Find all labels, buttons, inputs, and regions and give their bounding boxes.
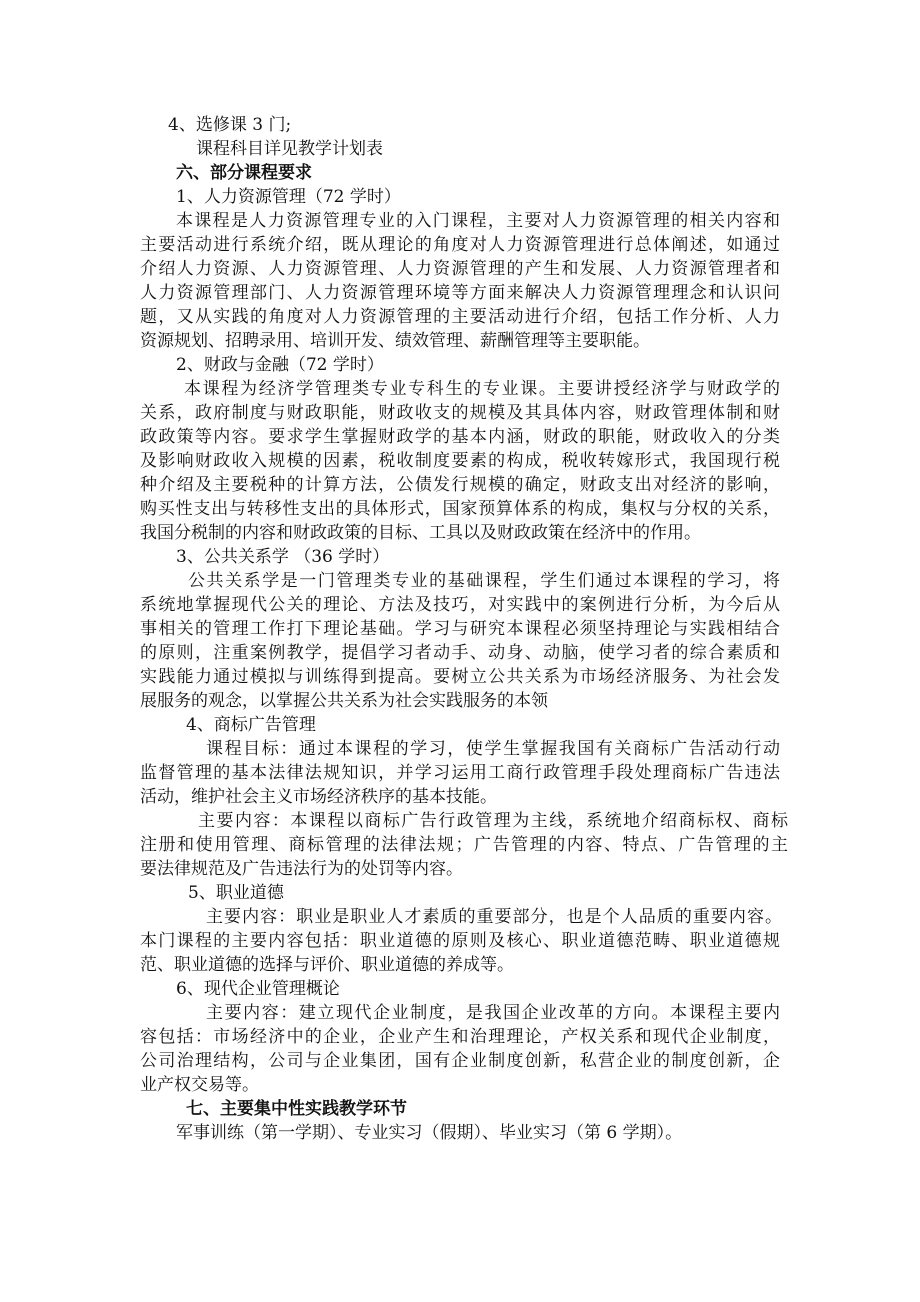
course-2-line: 关系，政府制度与财政职能，财政收支的规模及其具体内容，财政管理体制和财 [140,403,780,423]
course-2-line: 种介绍及主要税种的计算方法，公债发行规模的确定，财政支出对经济的影响， [140,475,780,495]
course-2-line: 我国分税制的内容和财政政策的目标、工具以及财政政策在经济中的作用。 [140,523,701,543]
course-5-line: 本门课程的主要内容包括：职业道德的原则及核心、职业道德范畴、职业道德规 [140,931,780,951]
course-3-line: 实践能力通过模拟与训练得到提高。要树立公共关系为市场经济服务、为社会发 [140,667,780,687]
course-6-line: 容包括：市场经济中的企业，企业产生和治理理论，产权关系和现代企业制度， [140,1027,780,1047]
course-6-line: 公司治理结构，公司与企业集团，国有企业制度创新，私营企业的制度创新，企 [140,1051,780,1071]
course-3-line: 公共关系学是一门管理类专业的基础课程，学生们通过本课程的学习，将 [188,571,780,591]
practice-list: 军事训练（第一学期）、专业实习（假期）、毕业实习（第 6 学期）。 [176,1123,683,1143]
course-2-line: 及影响财政收入规模的因素，税收制度要素的构成，税收转嫁形式，我国现行税 [140,451,780,471]
course-4-goal-line: 课程目标：通过本课程的学习，使学生掌握我国有关商标广告活动行动 [206,739,780,759]
course-3-line: 的原则，注重案例教学，提倡学习者动手、动身、动脑，使学习者的综合素质和 [140,643,780,663]
elective-item: 4、选修课 3 门; [168,115,292,135]
course-4-content-line: 主要内容：本课程以商标广告行政管理为主线，系统地介绍商标权、商标 [198,811,788,831]
course-3-line: 展服务的观念，以掌握公共关系为社会实践服务的本领 [140,691,548,711]
course-3-line: 系统地掌握现代公关的理论、方法及技巧，对实践中的案例进行分析，为今后从 [140,595,780,615]
course-6-line: 主要内容：建立现代企业制度，是我国企业改革的方向。本课程主要内 [206,1003,780,1023]
course-6-title: 6、现代企业管理概论 [176,979,340,999]
course-1-line: 主要活动进行系统介绍，既从理论的角度对人力资源管理进行总体阐述，如通过 [140,235,780,255]
course-3-title: 3、公共关系学 （36 学时） [176,547,390,567]
course-1-title: 1、人力资源管理（72 学时） [176,187,401,207]
course-1-line: 题，又从实践的角度对人力资源管理的主要活动进行介绍，包括工作分析、人力 [140,307,780,327]
course-1-line: 人力资源管理部门、人力资源管理环境等方面来解决人力资源管理理念和认识问 [140,283,780,303]
course-1-line: 介绍人力资源、人力资源管理、人力资源管理的产生和发展、人力资源管理者和 [140,259,780,279]
course-5-title: 5、职业道德 [188,883,284,903]
course-1-line: 本课程是人力资源管理专业的入门课程，主要对人力资源管理的相关内容和 [176,211,780,231]
course-2-line: 政政策等内容。要求学生掌握财政学的基本内涵，财政的职能，财政收入的分类 [140,427,780,447]
course-1-line: 资源规划、招聘录用、培训开发、绩效管理、薪酬管理等主要职能。 [140,331,650,351]
course-4-content-line: 要法律规范及广告违法行为的处罚等内容。 [140,859,463,879]
section-7-heading: 七、主要集中性实践教学环节 [186,1099,407,1119]
course-2-line: 本课程为经济学管理类专业专科生的专业课。主要讲授经济学与财政学的 [184,379,780,399]
course-4-title: 4、商标广告管理 [186,715,316,735]
course-4-goal-line: 活动，维护社会主义市场经济秩序的基本技能。 [140,787,497,807]
course-2-title: 2、财政与金融（72 学时） [176,355,384,375]
course-6-line: 业产权交易等。 [140,1075,259,1095]
course-2-line: 购买性支出与转移性支出的具体形式，国家预算体系的构成，集权与分权的关系， [140,499,780,519]
section-6-heading: 六、部分课程要求 [176,163,312,183]
course-5-line: 主要内容：职业是职业人才素质的重要部分，也是个人品质的重要内容。 [206,907,782,927]
course-5-line: 范、职业道德的选择与评价、职业道德的养成等。 [140,955,514,975]
course-4-goal-line: 监督管理的基本法律法规知识，并学习运用工商行政管理手段处理商标广告违法 [140,763,780,783]
plan-note: 课程科目详见教学计划表 [196,139,383,159]
course-3-line: 事相关的管理工作打下理论基础。学习与研究本课程必须坚持理论与实践相结合 [140,619,780,639]
course-4-content-line: 注册和使用管理、商标管理的法律法规；广告管理的内容、特点、广告管理的主 [140,835,788,855]
